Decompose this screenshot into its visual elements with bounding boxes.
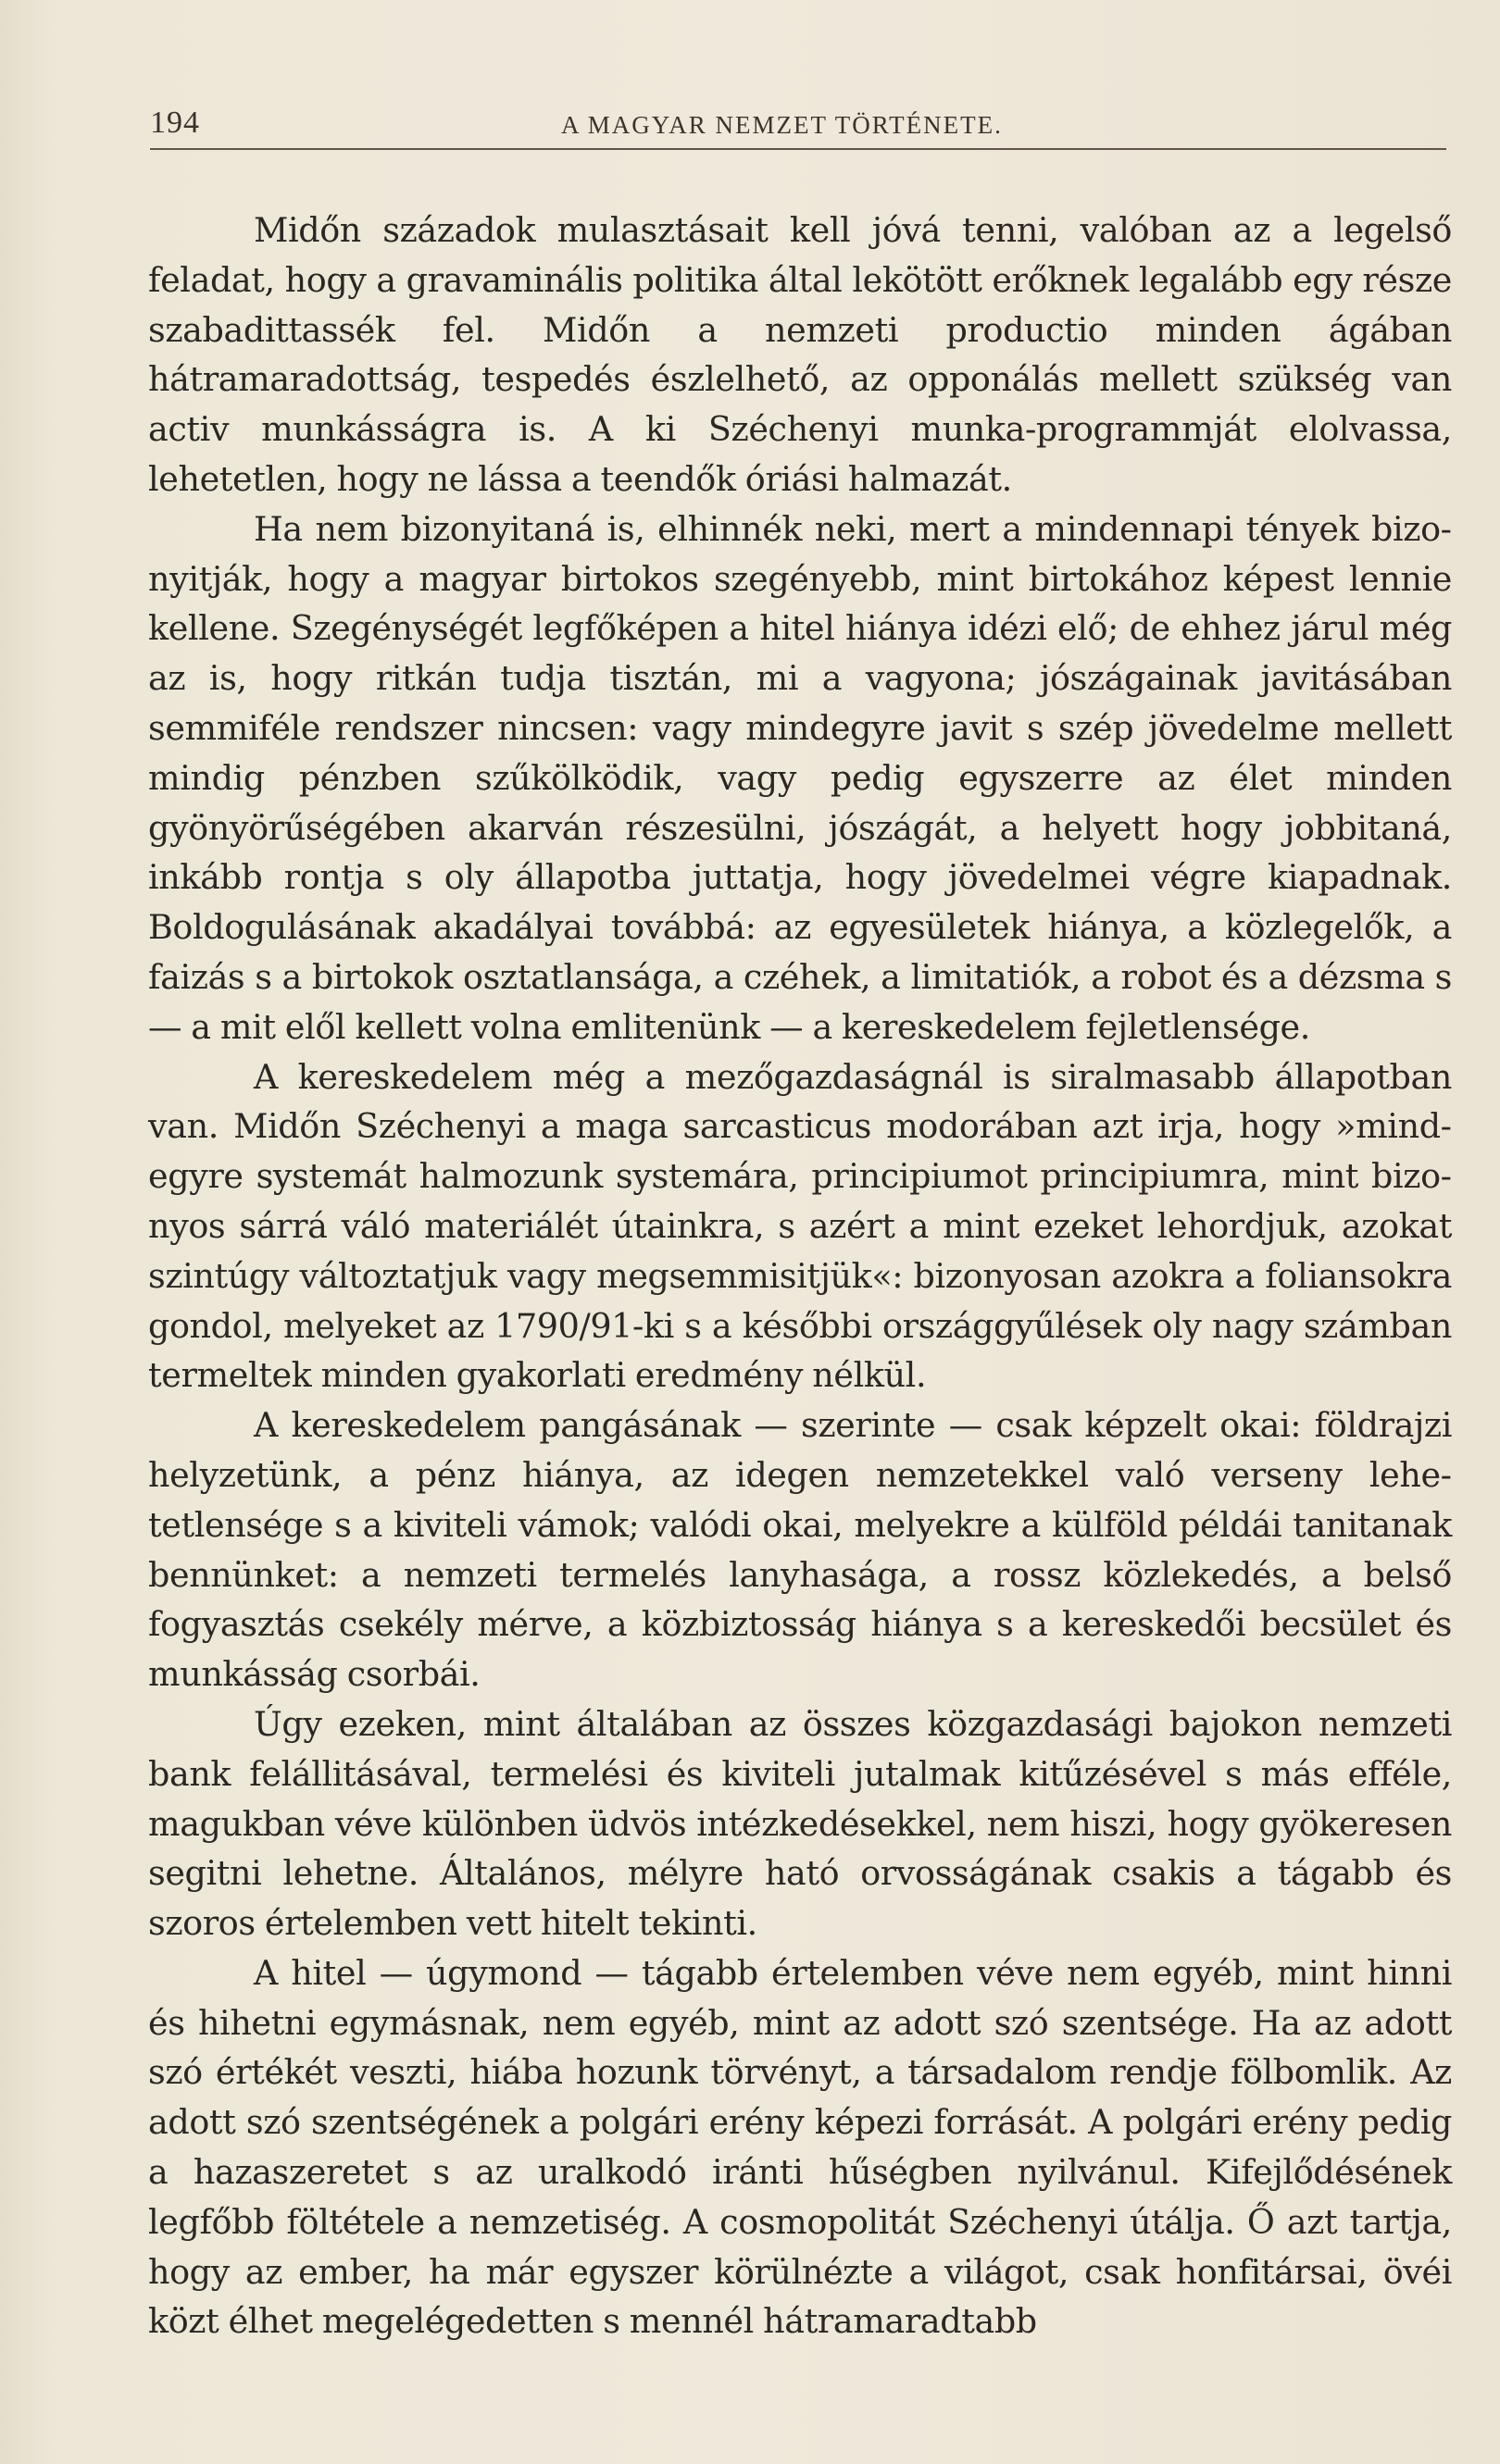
paragraph: Midőn századok mulasztásait kell jóvá tenni, valóban az a legelső feladat, hogy a gravaminális politika által lekötött erőknek legalább egy része szabadittassék fel. Midőn a nemzeti productio minden ágában hátramaradottság, tespedés észlelhető, az opponálás mellett szükség van activ munkásságra is. A ki Széchenyi munka-programmját elolvassa, lehetetlen, hogy ne lássa a teendők óriási halmazát. (148, 210, 1452, 499)
body-text (148, 205, 1452, 2346)
page-header (150, 100, 1446, 146)
paragraph: Úgy ezeken, mint általában az összes közgazdasági bajokon nemzeti bank felállitásával, termelési és kiviteli jutalmak kitűzésével s más efféle, magukban véve különben üdvös intézkedésekkel, nem hiszi, hogy gyökeresen segitni lehetne. Általános, mélyre ható orvosságának csakis a tágabb és szoros értelemben vett hitelt tekinti. (148, 1703, 1452, 1944)
paragraph: A kereskedelem pangásának — szerinte — csak képzelt okai: földrajzi helyzetünk, a pénz hiánya, az idegen nemzetekkel való verseny lehetetlensége s a kiviteli vámok; valódi okai, melyekre a külföld példái tanitanak bennünket: a nemzeti termelés lanyhasága, a rossz közlekedés, a belső fogyasztás csekély mérve, a közbiztosság hiánya s a kereskedői becsület és munkásság csorbái. (148, 1405, 1452, 1695)
paragraph: A kereskedelem még a mezőgazdaságnál is siralmasabb állapotban van. Midőn Széchenyi a maga sarcasticus modorában azt irja, hogy »mindegyre systemát halmozunk systemára, principiumot principiumra, mint bizonyos sárrá váló materiálét útainkra, s azért a mint ezeket lehordjuk, azokat szintúgy változtatjuk vagy megsemmisitjük«: bizonyosan azokra a foliansokra gondol, melyeket az 1790/91-ki s a későbbi országgyűlések oly nagy számban termeltek minden gyakorlati eredmény nélkül. (148, 1056, 1452, 1396)
running-head: A MAGYAR NEMZET TÖRTÉNETE. (561, 111, 1003, 139)
page-number: 194 (150, 106, 200, 140)
paragraph: Ha nem bizonyitaná is, elhinnék neki, mert a mindennapi tények bizonyitják, hogy a magyar birtokos szegényebb, mint birtokához képest lennie kellene. Szegénységét legfőképen a hitel hiánya idézi elő; de ehhez járul még az is, hogy ritkán tudja tisztán, mi a vagyona; jószágainak javitásában semmiféle rendszer nincsen: vagy mindegyre javit s szép jövedelme mellett mindig pénzben szűkölködik, vagy pedig egyszerre az élet minden gyönyörűségében akarván részesülni, jószágát, a helyett hogy jobbitaná, inkább rontja s oly állapotba juttatja, hogy jövedelmei végre kiapadnak. Boldogulásának akadályai továbbá: az egyesületek hiánya, a közlegelők, a faizás s a birtokok osztatlansága, a czéhek, a limitatiók, a robot és a dézsma s — a mit elől kellett volna emlitenünk — a kereskedelem fejletlensége. (148, 508, 1452, 1047)
paragraph: A hitel — úgymond — tágabb értelemben véve nem egyéb, mint hinni és hihetni egymásnak, nem egyéb, mint az adott szó szentsége. Ha az adott szó értékét veszti, hiába hozunk törvényt, a társadalom rendje fölbomlik. Az adott szó szentségének a polgári erény képezi forrását. A polgári erény pedig a hazaszeretet s az uralkodó iránti hűségben nyilvánul. Kifejlődésének legfőbb föltétele a nemzetiség. A cosmopolitát Széchenyi útálja. Ő azt tartja, hogy az ember, ha már egyszer körülnézte a világot, csak honfitársai, övéi közt élhet megelégedetten s mennél hátramaradtabb (148, 1952, 1452, 2342)
header-rule (150, 148, 1446, 150)
